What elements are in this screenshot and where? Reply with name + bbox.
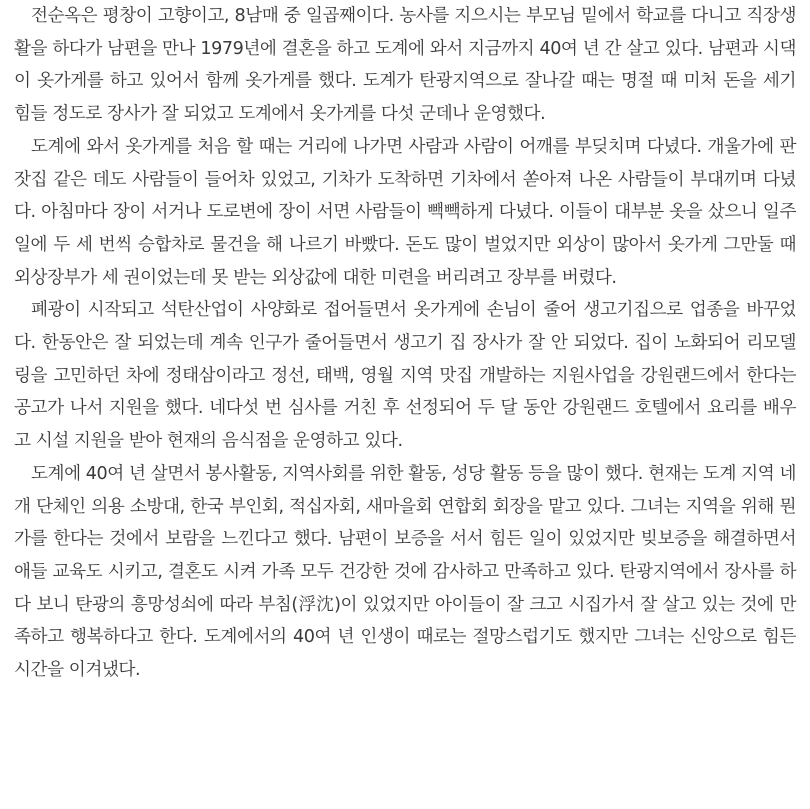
paragraph-1: 전순옥은 평창이 고향이고, 8남매 중 일곱째이다. 농사를 지으시는 부모님 밑에서 학교를 다니고 직장생활을 하다가 남편을 만나 1979년에 결혼을 하고 도계에 와서 지금까지 40여 년 간 살고 있다. 남편과 시댁이 옷가게를 하고 있어서 함께 옷가게를 했다. 도계가 탄광지역으로 잘나갈 때는 명절 때 미처 돈을 세기 힘들 정도로 장사가 잘 되었고 도계에서 옷가게를 다섯 군데나 운영했다. [14,6,796,125]
paragraph-4: 도계에 40여 년 살면서 봉사활동, 지역사회를 위한 활동, 성당 활동 등을 많이 했다. 현재는 도계 지역 네 개 단체인 의용 소방대, 한국 부인회, 적십자회, 새마을회 연합회 회장을 맡고 있다. 그녀는 지역을 위해 뭔가를 한다는 것에서 보람을 느낀다고 했다. 남편이 보증을 서서 힘든 일이 있었지만 빚보증을 해결하면서 애들 교육도 시키고, 결혼도 시켜 가족 모두 건강한 것에 감사하고 만족하고 있다. 탄광지역에서 장사를 하다 보니 탄광의 흥망성쇠에 따라 부침(浮沈)이 있었지만 아이들이 잘 크고 시집가서 잘 살고 있는 것에 만족하고 행복하다고 한다. 도계에서의 40여 년 인생이 때로는 절망스럽기도 했지만 그녀는 신앙으로 힘든 시간을 이겨냈다. [14,463,796,681]
paragraph-3: 폐광이 시작되고 석탄산업이 사양화로 접어들면서 옷가게에 손님이 줄어 생고기집으로 업종을 바꾸었다. 한동안은 잘 되었는데 계속 인구가 줄어들면서 생고기 집 장사가 잘 안 되었다. 집이 노화되어 리모델링을 고민하던 차에 정태삼이라고 정선, 태백, 영월 지역 맛집 개발하는 지원사업을 강원랜드에서 한다는 공고가 나서 지원을 했다. 네다섯 번 심사를 거친 후 선정되어 두 달 동안 강원랜드 호텔에서 요리를 배우고 시설 지원을 받아 현재의 음식점을 운영하고 있다. [14,300,796,452]
paragraph-2: 도계에 와서 옷가게를 처음 할 때는 거리에 나가면 사람과 사람이 어깨를 부딪치며 다녔다. 개울가에 판잣집 같은 데도 사람들이 들어차 있었고, 기차가 도착하면 기차에서 쏟아져 나온 사람들이 부대끼며 다녔다. 아침마다 장이 서거나 도로변에 장이 서면 사람들이 빽빽하게 다녔다. 이들이 대부분 옷을 샀으니 일주일에 두 세 번씩 승합차로 물건을 해 나르기 바빴다. 돈도 많이 벌었지만 외상이 많아서 옷가게 그만둘 때 외상장부가 세 권이었는데 못 받는 외상값에 대한 미련을 버리려고 장부를 버렸다. [14,136,796,288]
